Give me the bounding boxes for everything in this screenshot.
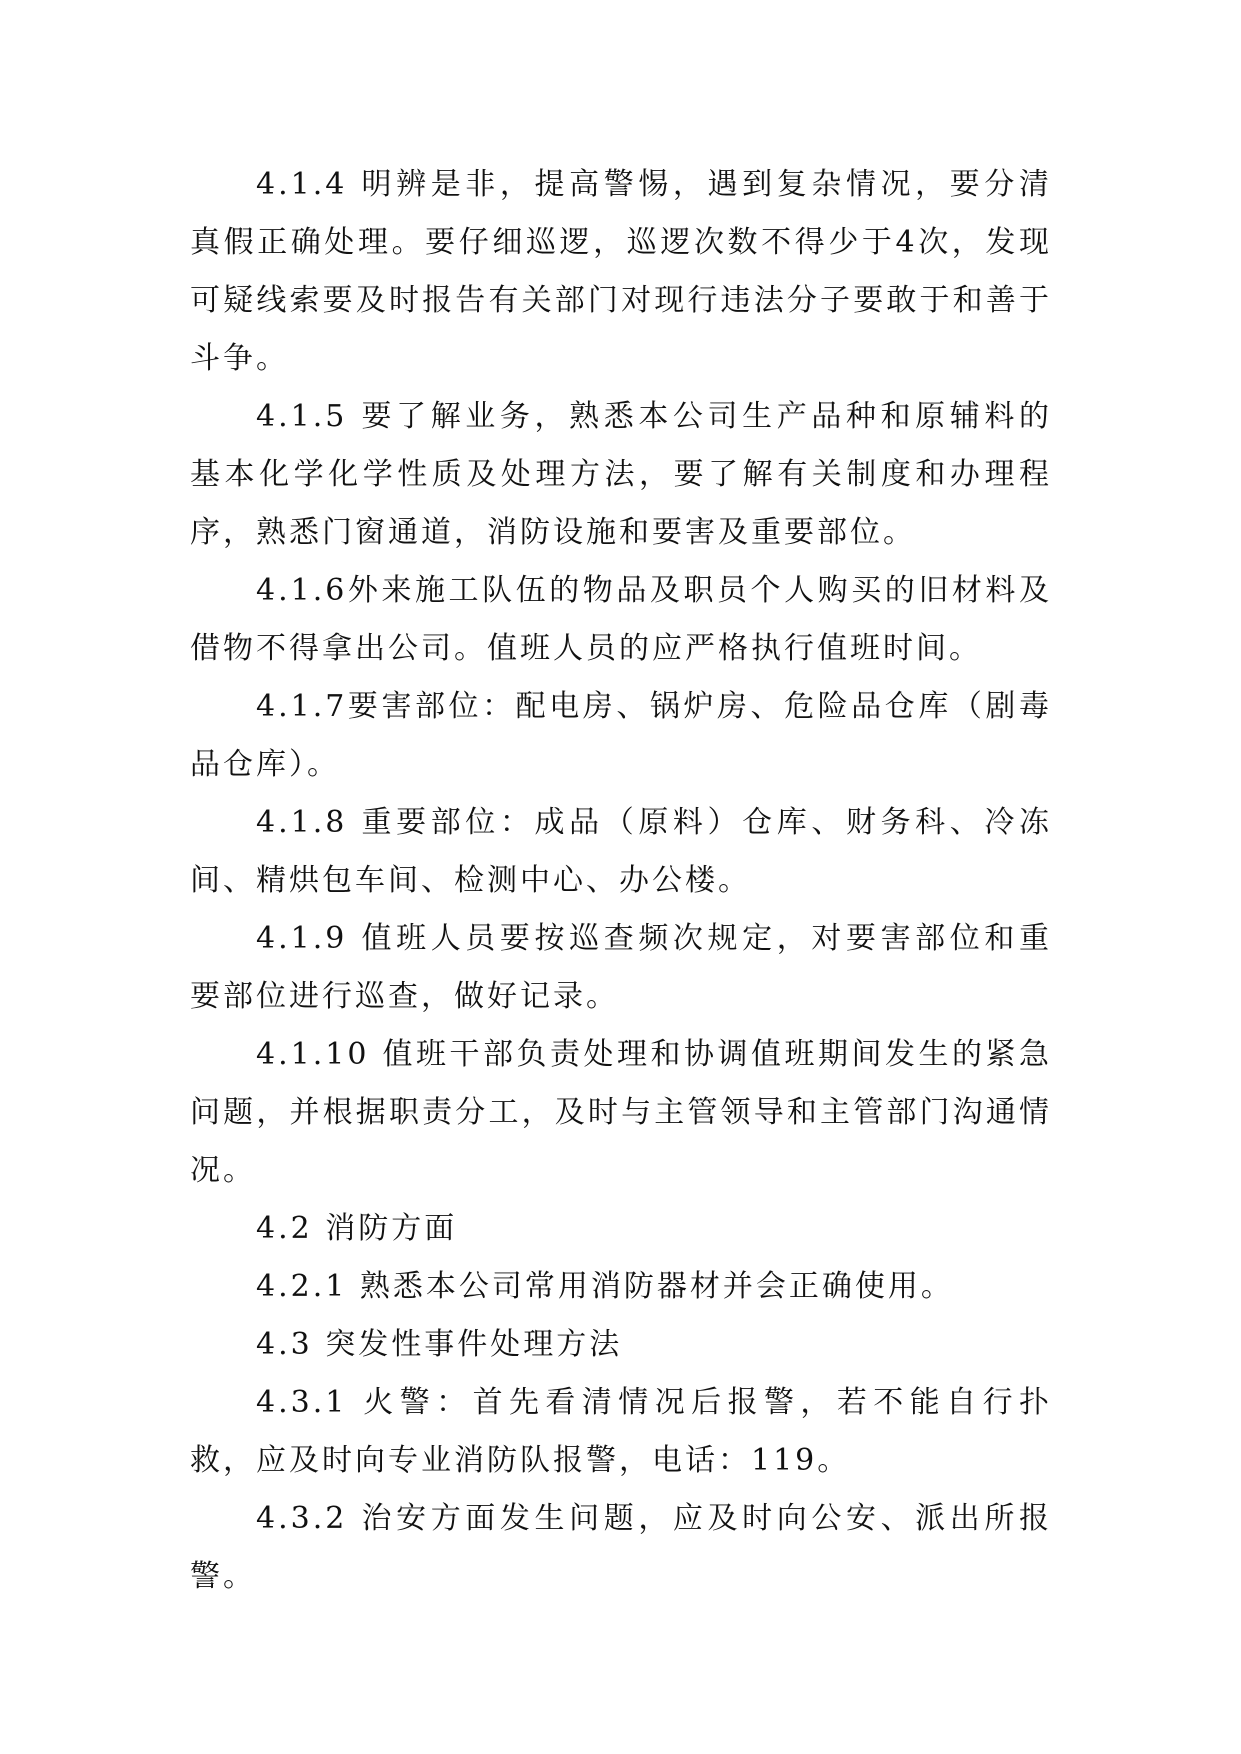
paragraph-4-1-8: 4.1.8 重要部位：成品（原料）仓库、财务科、冷冻间、精烘包车间、检测中心、办公楼。 [190,805,1052,898]
paragraph-4-3-2: 4.3.2 治安方面发生问题，应及时向公安、派出所报警。 [190,1501,1052,1594]
paragraph-4-1-5: 4.1.5 要了解业务，熟悉本公司生产品种和原辅料的基本化学化学性质及处理方法，要了解有关制度和办理程序，熟悉门窗通道，消防设施和要害及重要部位。 [190,399,1052,550]
paragraph-4-3-1: 4.3.1 火警：首先看清情况后报警，若不能自行扑救，应及时向专业消防队报警，电话：119。 [190,1385,1052,1478]
paragraph-4-1-7: 4.1.7要害部位：配电房、锅炉房、危险品仓库（剧毒品仓库）。 [190,689,1052,782]
paragraph-4-1-4: 4.1.4 明辨是非，提高警惕，遇到复杂情况，要分清真假正确处理。要仔细巡逻，巡逻次数不得少于4次，发现可疑线索要及时报告有关部门对现行违法分子要敢于和善于斗争。 [190,167,1052,376]
paragraph-4-1-6: 4.1.6外来施工队伍的物品及职员个人购买的旧材料及借物不得拿出公司。值班人员的应严格执行值班时间。 [190,573,1052,666]
paragraph-4-2-1: 4.2.1 熟悉本公司常用消防器材并会正确使用。 [256,1269,954,1304]
paragraph-4-1-9: 4.1.9 值班人员要按巡查频次规定，对要害部位和重要部位进行巡查，做好记录。 [190,921,1052,1014]
section-heading-4-2: 4.2 消防方面 [256,1211,458,1246]
section-heading-4-3: 4.3 突发性事件处理方法 [256,1327,623,1362]
paragraph-4-1-10: 4.1.10 值班干部负责处理和协调值班期间发生的紧急问题，并根据职责分工，及时与主管领导和主管部门沟通情况。 [190,1037,1052,1188]
document-body [190,156,1052,1606]
